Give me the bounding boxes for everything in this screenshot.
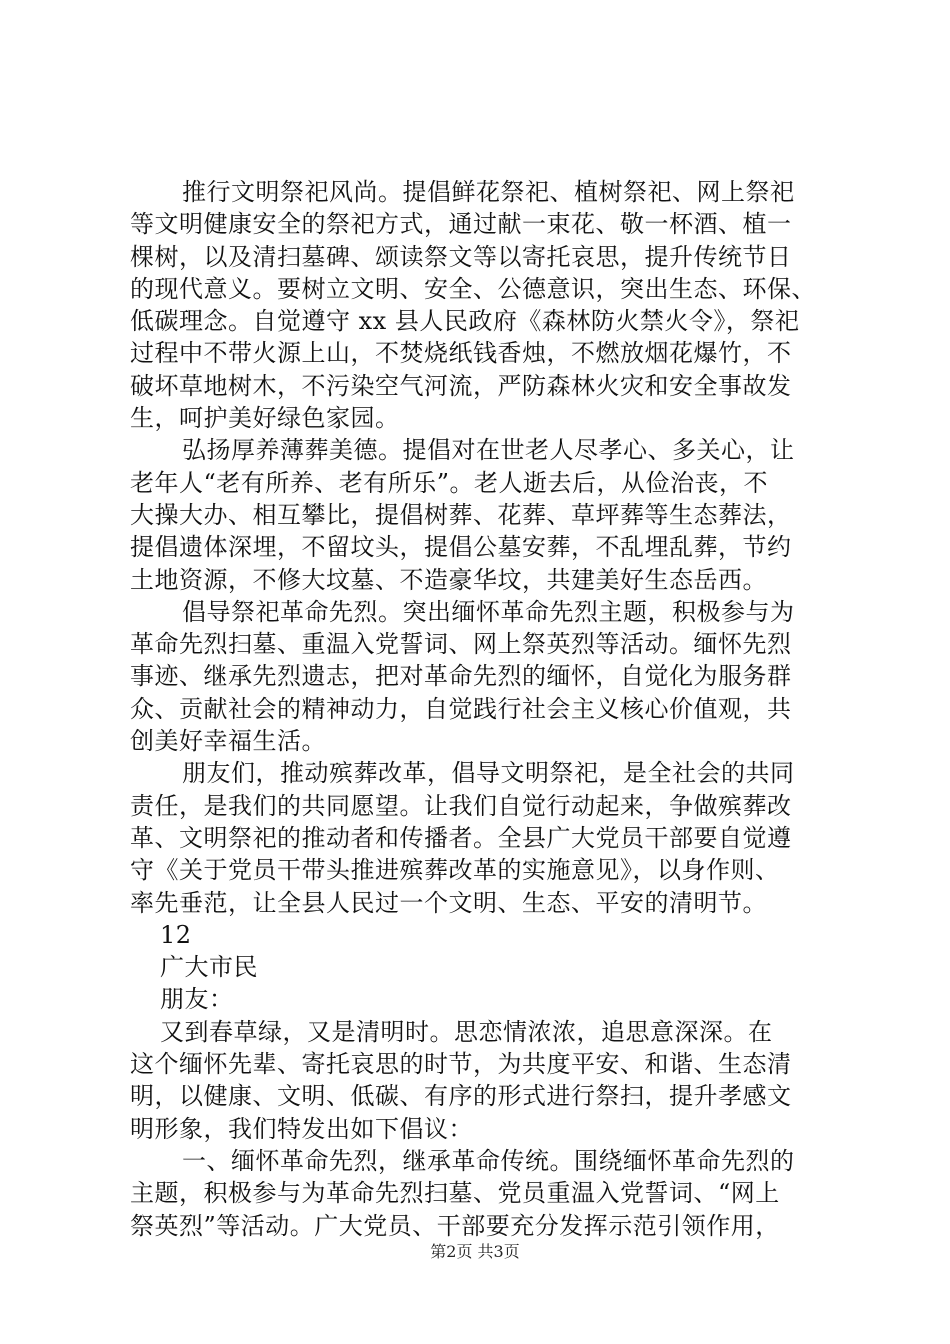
paragraph-line: 革命先烈扫墓、重温入党誓词、网上祭英烈等活动。缅怀先烈 bbox=[130, 630, 792, 659]
paragraph-line: 的现代意义。要树立文明、安全、公德意识，突出生态、环保、 bbox=[130, 274, 816, 303]
paragraph-line: 明形象，我们特发出如下倡议： bbox=[130, 1114, 473, 1143]
paragraph-line: 责任，是我们的共同愿望。让我们自觉行动起来，争做殡葬改 bbox=[130, 791, 792, 820]
document-body bbox=[130, 176, 830, 1242]
paragraph-line: 弘扬厚养薄葬美德。提倡对在世老人尽孝心、多关心，让 bbox=[182, 436, 795, 465]
paragraph-line: 土地资源，不修大坟墓、不造豪华坟，共建美好生态岳西。 bbox=[130, 565, 767, 594]
paragraph-line: 率先垂范，让全县人民过一个文明、生态、平安的清明节。 bbox=[130, 888, 767, 917]
paragraph-line: 又到春草绿，又是清明时。思恋情浓浓，追思意深深。在 bbox=[160, 1017, 773, 1046]
paragraph-line: 事迹、继承先烈遗志，把对革命先烈的缅怀，自觉化为服务群 bbox=[130, 662, 792, 691]
paragraph-line: 革、文明祭祀的推动者和传播者。全县广大党员干部要自觉遵 bbox=[130, 823, 792, 852]
paragraph-line: 朋友们，推动殡葬改革，倡导文明祭祀，是全社会的共同 bbox=[182, 759, 795, 788]
addressee-line: 广大市民 bbox=[160, 953, 258, 982]
paragraph-line: 明，以健康、文明、低碳、有序的形式进行祭扫，提升孝感文 bbox=[130, 1082, 792, 1111]
paragraph-line: 创美好幸福生活。 bbox=[130, 727, 326, 756]
paragraph-line: 提倡遗体深埋，不留坟头，提倡公墓安葬，不乱埋乱葬，节约 bbox=[130, 533, 792, 562]
paragraph-line: 推行文明祭祀风尚。提倡鲜花祭祀、植树祭祀、网上祭祀 bbox=[182, 178, 795, 206]
paragraph-line: 守《关于党员干带头推进殡葬改革的实施意见》，以身作则、 bbox=[130, 856, 780, 885]
paragraph-line: 等文明健康安全的祭祀方式，通过献一束花、敬一杯酒、植一 bbox=[130, 210, 792, 239]
paragraph-line: 老年人“老有所养、老有所乐”。老人逝去后，从俭治丧，不 bbox=[130, 468, 769, 497]
paragraph-line: 主题，积极参与为革命先烈扫墓、党员重温入党誓词、“网上 bbox=[130, 1179, 780, 1208]
paragraph-line: 众、贡献社会的精神动力，自觉践行社会主义核心价值观，共 bbox=[130, 694, 792, 723]
paragraph-line: 棵树，以及清扫墓碑、颂读祭文等以寄托哀思，提升传统节日 bbox=[130, 242, 792, 271]
paragraph-line: 一、缅怀革命先烈，继承革命传统。围绕缅怀革命先烈的 bbox=[182, 1146, 795, 1175]
section-number: 12 bbox=[160, 920, 192, 949]
page-footer: 第2页 共3页 bbox=[430, 1242, 520, 1261]
paragraph-line: 大操大办、相互攀比，提倡树葬、花葬、草坪葬等生态葬法， bbox=[130, 500, 792, 529]
paragraph-line: 倡导祭祀革命先烈。突出缅怀革命先烈主题，积极参与为 bbox=[182, 597, 795, 626]
paragraph-line: 生，呵护美好绿色家园。 bbox=[130, 404, 400, 433]
paragraph-line: 破坏草地树木，不污染空气河流，严防森林火灾和安全事故发 bbox=[130, 371, 792, 400]
paragraph-line: 这个缅怀先辈、寄托哀思的时节，为共度平安、和谐、生态清 bbox=[130, 1050, 792, 1079]
paragraph-line: 低碳理念。自觉遵守 xx 县人民政府《森林防火禁火令》，祭祀 bbox=[130, 307, 800, 336]
paragraph-line: 过程中不带火源上山，不焚烧纸钱香烛，不燃放烟花爆竹，不 bbox=[130, 339, 792, 368]
addressee-line: 朋友： bbox=[160, 985, 234, 1014]
paragraph-line: 祭英烈”等活动。广大党员、干部要充分发挥示范引领作用， bbox=[130, 1211, 780, 1240]
